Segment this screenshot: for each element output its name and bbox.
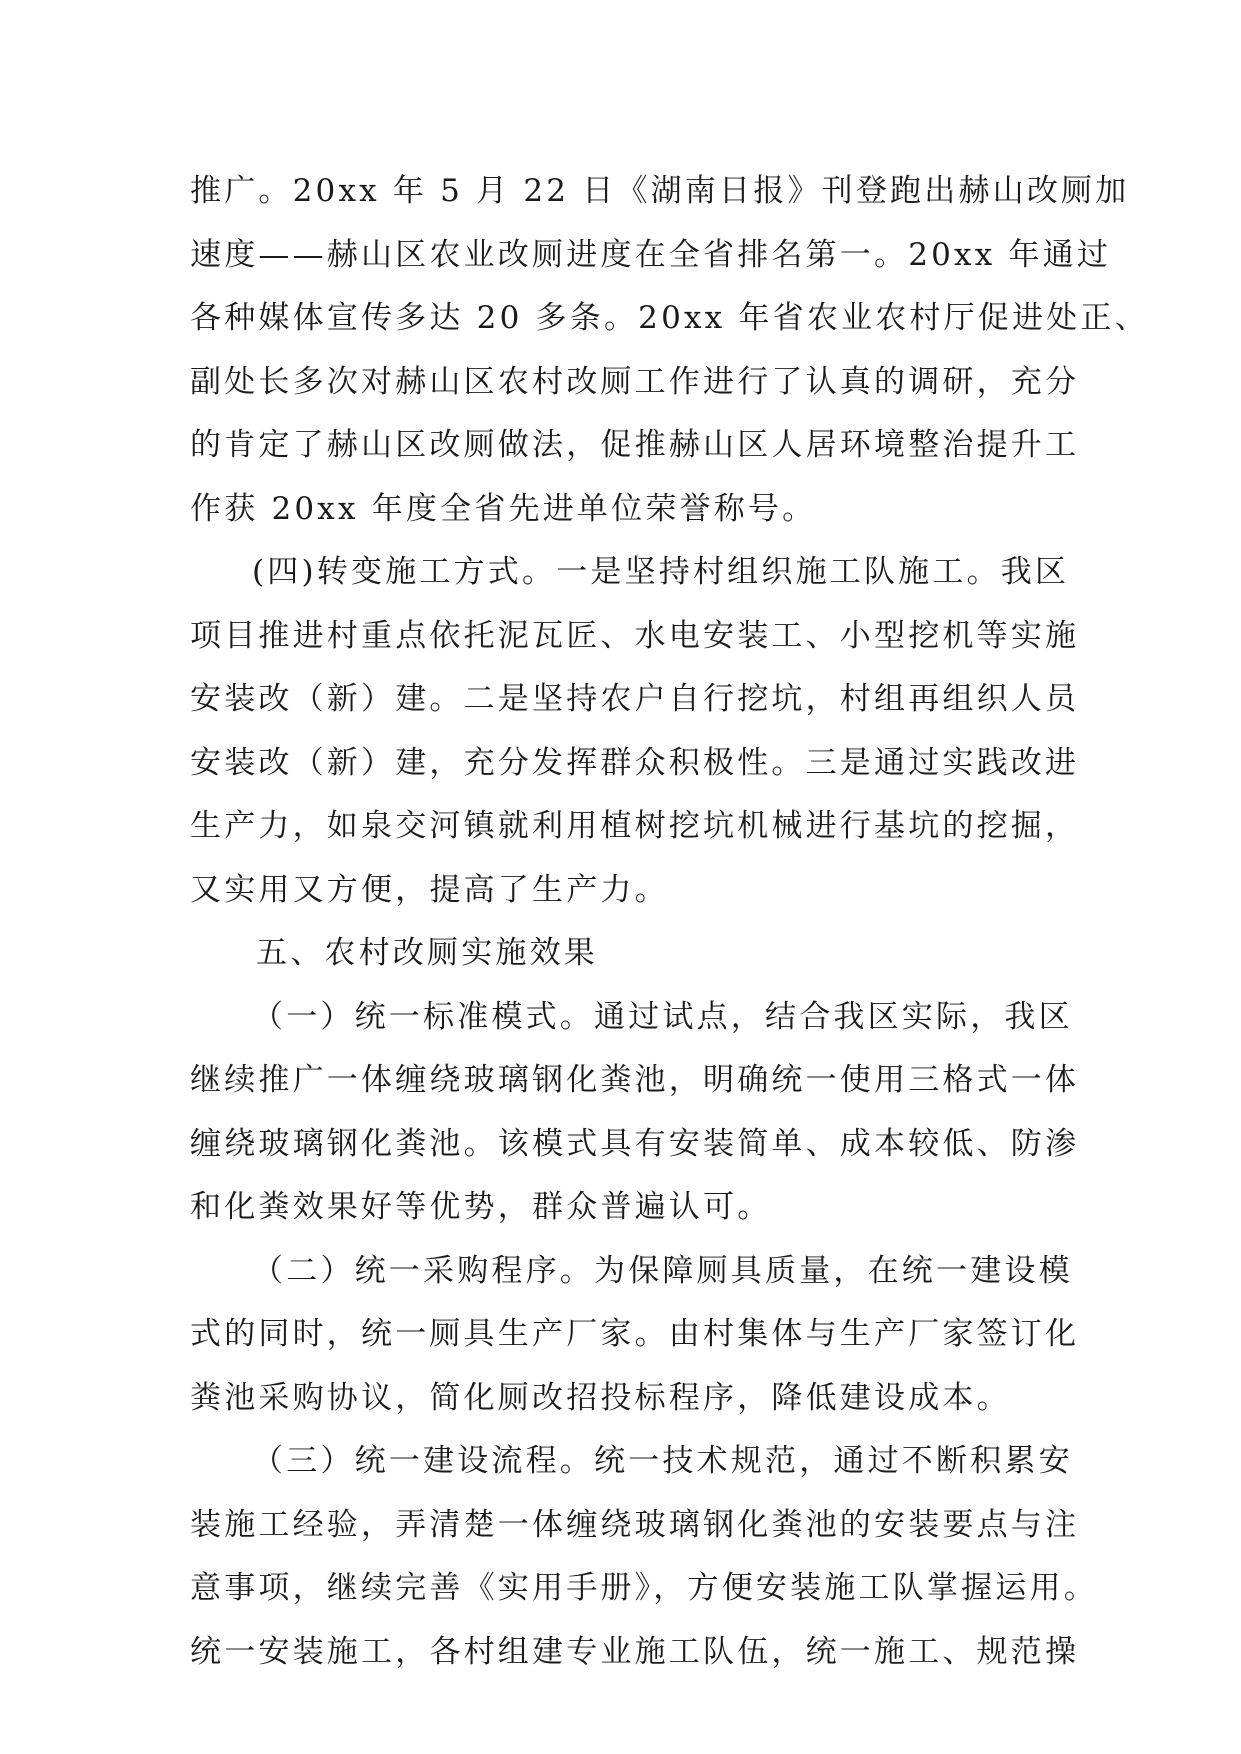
text-line: 作获 20xx 年度全省先进单位荣誉称号。 <box>190 490 817 527</box>
paragraph-start-line: (四)转变施工方式。一是坚持村组织施工队施工。我区 <box>252 554 1070 590</box>
text-line: 式的同时，统一厕具生产厂家。由村集体与生产厂家签订化 <box>190 1316 1080 1352</box>
text-line: 意事项，继续完善《实用手册》，方便安装施工队掌握运用。 <box>190 1570 1098 1606</box>
text-line: 又实用又方便，提高了生产力。 <box>190 871 669 908</box>
text-line: 安装改（新）建。二是坚持农户自行挖坑，村组再组织人员 <box>190 681 1080 717</box>
paragraph-start-line: （三）统一建设流程。统一技术规范，通过不断积累安 <box>252 1443 1073 1479</box>
text-line: 和化粪效果好等优势，群众普遍认可。 <box>190 1189 772 1225</box>
text-line: 生产力，如泉交河镇就利用植树挖坑机械进行基坑的挖掘， <box>190 808 1080 844</box>
text-line: 继续推广一体缠绕玻璃钢化粪池，明确统一使用三格式一体 <box>190 1062 1080 1098</box>
body-text <box>190 160 1149 1684</box>
text-line: 的肯定了赫山区改厕做法，促推赫山区人居环境整治提升工 <box>190 427 1080 463</box>
text-line: 粪池采购协议，简化厕改招投标程序，降低建设成本。 <box>190 1379 1011 1416</box>
text-line: 缠绕玻璃钢化粪池。该模式具有安装简单、成本较低、防渗 <box>190 1125 1080 1162</box>
paragraph-start-line: （一）统一标准模式。通过试点，结合我区实际，我区 <box>252 998 1073 1035</box>
text-line: 统一安装施工，各村组建专业施工队伍，统一施工、规范操 <box>190 1633 1080 1670</box>
text-line: 各种媒体宣传多达 20 多条。20xx 年省农业农村厅促进处正、 <box>190 300 1149 336</box>
section-heading: 五、农村改厕实施效果 <box>256 935 598 971</box>
text-line: 速度——赫山区农业改厕进度在全省排名第一。20xx 年通过 <box>190 236 1112 273</box>
text-line: 项目推进村重点依托泥瓦匠、水电安装工、小型挖机等实施 <box>190 617 1080 654</box>
paragraph-start-line: （二）统一采购程序。为保障厕具质量，在统一建设模 <box>252 1252 1073 1289</box>
text-line: 安装改（新）建，充分发挥群众积极性。三是通过实践改进 <box>190 744 1080 781</box>
text-line: 装施工经验，弄清楚一体缠绕玻璃钢化粪池的安装要点与注 <box>190 1506 1080 1543</box>
text-line: 推广。20xx 年 5 月 22 日《湖南日报》刊登跑出赫山改厕加 <box>190 173 1130 209</box>
text-line: 副处长多次对赫山区农村改厕工作进行了认真的调研，充分 <box>190 363 1080 400</box>
